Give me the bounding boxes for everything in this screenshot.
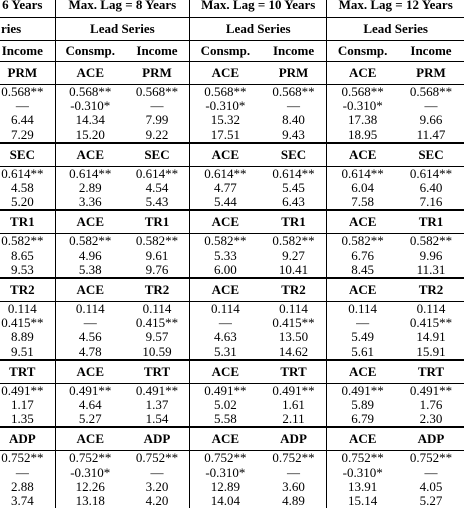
table-cell: —	[83, 316, 97, 331]
table-cell: 0.114	[125, 302, 190, 317]
series-label: ACE	[190, 210, 261, 234]
table-cell: 0.568**	[125, 85, 190, 100]
table-cell: —	[356, 316, 370, 331]
table-cell: 4.77	[214, 181, 237, 196]
column-header: Income	[261, 41, 327, 62]
table-cell: 4.64	[78, 398, 102, 413]
table-cell: 5.58	[214, 412, 237, 427]
series-label: TRT	[398, 360, 464, 384]
table-cell: -0.310*	[70, 99, 111, 114]
table-row	[0, 249, 464, 263]
lead-series-row	[0, 18, 464, 41]
table-cell: 0.752**	[204, 450, 247, 466]
series-label-row	[0, 210, 464, 234]
table-cell: 0.614**	[125, 166, 190, 181]
table-row	[0, 316, 464, 330]
table-cell: 18.95	[348, 127, 378, 142]
table-cell: —	[218, 316, 232, 331]
table-cell: 0.568**	[261, 85, 327, 100]
table-cell: 6.00	[214, 262, 237, 277]
table-cell: 0.491**	[204, 383, 247, 398]
table-cell: 0.114	[261, 302, 327, 317]
series-label: ACE	[190, 62, 261, 85]
series-label: ACE	[327, 360, 398, 384]
table-cell: 0.568**	[341, 84, 384, 99]
series-label: TRT	[125, 360, 190, 384]
table-cell: 0.752**	[261, 451, 327, 466]
table-cell: 14.62	[261, 345, 327, 360]
table-cell: 3.20	[125, 480, 190, 494]
table-row	[0, 466, 464, 480]
table-cell: 0.491**	[261, 383, 327, 398]
table-cell: 9.57	[125, 330, 190, 344]
table-cell: 6.76	[351, 248, 375, 263]
table-cell: —	[261, 466, 327, 480]
table-cell: -0.310*	[205, 465, 246, 480]
table-cell: 13.50	[261, 330, 327, 344]
series-label: ACE	[190, 143, 261, 167]
series-label: TR2	[261, 278, 327, 302]
lag-header-8: Max. Lag = 8 Years	[55, 0, 189, 18]
column-header: Income	[125, 41, 190, 62]
table-cell: 0.752**	[0, 451, 55, 466]
table-cell: 15.91	[416, 344, 446, 359]
table-cell: 13.91	[348, 479, 378, 494]
series-label: SEC	[398, 143, 464, 167]
table-cell: 5.61	[351, 344, 375, 359]
series-label-row	[0, 143, 464, 167]
table-cell: 6.04	[351, 181, 375, 196]
series-label: ACE	[55, 210, 125, 234]
table-cell: 3.74	[0, 494, 55, 508]
table-cell: 4.96	[78, 248, 102, 263]
series-label: ACE	[190, 360, 261, 384]
table-row	[0, 263, 464, 278]
table-row	[0, 99, 464, 113]
series-label: ACE	[55, 62, 125, 85]
table-cell: 15.20	[75, 127, 105, 142]
table-cell: 7.29	[0, 128, 55, 143]
table-cell: 2.88	[0, 480, 55, 494]
table-cell: 5.33	[214, 248, 237, 263]
table-cell: 4.63	[214, 330, 237, 345]
table-cell: —	[125, 466, 190, 480]
table-cell: 0.582**	[125, 234, 190, 249]
table-cell: 8.89	[0, 330, 55, 344]
table-cell: 0.568**	[69, 84, 112, 99]
series-label: SEC	[125, 143, 190, 167]
series-label: ACE	[190, 278, 261, 302]
table-cell: 0.114	[210, 301, 240, 317]
column-header: Income	[398, 41, 464, 62]
table-cell: 0.582**	[261, 234, 327, 249]
table-cell: -0.310*	[70, 465, 111, 480]
series-label: ACE	[55, 143, 125, 167]
series-label: TR2	[398, 278, 464, 302]
table-cell: 8.40	[261, 113, 327, 127]
table-cell: 9.51	[0, 345, 55, 360]
table-cell: 5.38	[78, 262, 102, 277]
series-label: ACE	[327, 210, 398, 234]
table-row	[0, 181, 464, 195]
table-cell: 0.114	[75, 301, 105, 317]
table-row	[0, 302, 464, 317]
table-row	[0, 85, 464, 100]
table-cell: 0.752**	[409, 450, 453, 466]
table-cell: 4.20	[125, 494, 190, 508]
column-header: Consmp.	[55, 41, 125, 62]
table-row	[0, 398, 464, 412]
table-cell: 1.37	[125, 398, 190, 412]
table-cell: 17.38	[348, 113, 378, 128]
table-cell: —	[424, 465, 438, 480]
table-row	[0, 451, 464, 466]
table-cell: 0.614**	[69, 166, 112, 181]
series-label: TR1	[261, 210, 327, 234]
series-label: TR1	[0, 210, 55, 234]
table-cell: 0.752**	[341, 450, 384, 466]
table-cell: 10.59	[125, 345, 190, 360]
table-cell: 9.22	[125, 128, 190, 143]
table-row	[0, 494, 464, 508]
lag-header-6: 6 Years	[0, 0, 55, 18]
table-cell: 14.91	[416, 330, 446, 345]
series-label: TR2	[125, 278, 190, 302]
table-cell: 0.752**	[125, 451, 190, 466]
table-cell: 0.614**	[261, 166, 327, 181]
series-label: ACE	[190, 427, 261, 451]
table-cell: 4.56	[78, 330, 102, 345]
table-cell: —	[261, 99, 327, 113]
table-cell: 0.415**	[261, 316, 327, 330]
table-cell: 4.54	[125, 181, 190, 195]
table-cell: 8.65	[0, 249, 55, 263]
series-label: PRM	[0, 62, 55, 85]
table-cell: 11.47	[416, 127, 446, 142]
series-label: ADP	[125, 427, 190, 451]
table-row	[0, 480, 464, 494]
table-cell: 4.58	[0, 181, 55, 195]
table-cell: 5.27	[78, 412, 102, 427]
series-label: ACE	[55, 278, 125, 302]
table-cell: 4.05	[419, 479, 443, 494]
table-cell: 12.26	[75, 479, 105, 494]
table-cell: 0.415**	[0, 316, 55, 330]
table-cell: 0.491**	[0, 383, 55, 398]
table-cell: 7.99	[125, 113, 190, 127]
table-cell: 0.568**	[0, 85, 55, 100]
series-label-row	[0, 427, 464, 451]
table-cell: —	[125, 99, 190, 113]
table-cell: 5.02	[214, 398, 237, 413]
table-cell: -0.310*	[342, 465, 383, 480]
table-cell: 0.614**	[204, 166, 247, 181]
series-label-row	[0, 360, 464, 384]
series-label: TR1	[398, 210, 464, 234]
column-header: Consmp.	[190, 41, 261, 62]
table-cell: 5.45	[261, 181, 327, 195]
lag-header-10: Max. Lag = 10 Years	[190, 0, 327, 18]
series-label: ACE	[327, 143, 398, 167]
table-cell: -0.310*	[205, 99, 246, 114]
table-cell: 9.53	[0, 263, 55, 278]
table-cell: —	[424, 99, 438, 114]
table-row	[0, 166, 464, 181]
table-cell: 9.66	[419, 113, 443, 128]
lead-series-label-partial: ries	[0, 18, 55, 41]
table-cell: 9.43	[261, 128, 327, 143]
series-label: SEC	[261, 143, 327, 167]
table-cell: 9.27	[261, 249, 327, 263]
table-cell: 0.491**	[69, 383, 112, 398]
column-header: Income	[0, 41, 55, 62]
series-label: ACE	[327, 427, 398, 451]
table-cell: 0.614**	[0, 166, 55, 181]
table-cell: 5.43	[125, 195, 190, 210]
table-row	[0, 330, 464, 344]
table-cell: 13.18	[75, 494, 105, 508]
table-cell: 1.54	[125, 412, 190, 427]
series-label: PRM	[261, 62, 327, 85]
table-cell: 0.415**	[409, 316, 453, 331]
series-label: ADP	[261, 427, 327, 451]
table-cell: 1.17	[0, 398, 55, 412]
table-cell: 2.89	[78, 181, 102, 196]
table-cell: 12.89	[210, 479, 240, 494]
table-cell: 0.415**	[125, 316, 190, 330]
series-label: ADP	[0, 427, 55, 451]
column-header-row	[0, 41, 464, 62]
table-cell: 6.43	[261, 195, 327, 210]
table-cell: 0.114	[416, 301, 446, 317]
table-cell: 0.614**	[409, 166, 453, 181]
table-cell: 14.04	[210, 494, 240, 508]
table-cell: 5.49	[351, 330, 375, 345]
table-cell: 9.96	[419, 248, 443, 263]
table-cell: 0.582**	[409, 233, 453, 249]
column-header: Consmp.	[327, 41, 398, 62]
table-cell: 7.16	[419, 195, 443, 210]
series-label-row	[0, 278, 464, 302]
table-cell: 0.491**	[125, 383, 190, 398]
table-cell: 1.76	[419, 398, 443, 413]
series-label: ADP	[398, 427, 464, 451]
series-label: TRT	[261, 360, 327, 384]
table-cell: 3.36	[78, 195, 102, 210]
table-cell: 0.752**	[69, 450, 112, 466]
table-cell: -0.310*	[342, 99, 383, 114]
table-row	[0, 128, 464, 143]
table-cell: 15.32	[210, 113, 240, 128]
table-cell: 7.58	[351, 195, 375, 210]
table-cell: 14.34	[75, 113, 105, 128]
table-row	[0, 195, 464, 210]
table-row	[0, 383, 464, 398]
table-cell: 5.44	[214, 195, 237, 210]
lead-series-label-12: Lead Series	[327, 18, 464, 41]
table-cell: 2.30	[419, 412, 443, 427]
lag-header-row	[0, 0, 464, 18]
table-cell: 9.76	[125, 263, 190, 278]
series-label: PRM	[125, 62, 190, 85]
table-cell: 0.568**	[204, 84, 247, 99]
table-cell: 6.79	[351, 412, 375, 427]
series-label: ACE	[55, 427, 125, 451]
series-label: TR2	[0, 278, 55, 302]
table-cell: 3.60	[261, 480, 327, 494]
table-cell: 5.89	[351, 398, 375, 413]
table-cell: 0.491**	[341, 383, 384, 398]
table-cell: 0.614**	[341, 166, 384, 181]
table-cell: 6.44	[0, 113, 55, 127]
table-row	[0, 113, 464, 127]
table-cell: 2.11	[261, 412, 327, 427]
table-row	[0, 234, 464, 249]
series-label: TR1	[125, 210, 190, 234]
table-cell: 1.61	[261, 398, 327, 412]
table-cell: 0.491**	[409, 383, 453, 398]
table-cell: 5.27	[419, 494, 443, 508]
table-cell: —	[0, 99, 55, 113]
table-cell: 10.41	[261, 263, 327, 278]
lag-header-12: Max. Lag = 12 Years	[327, 0, 464, 18]
table-cell: 0.582**	[69, 233, 112, 249]
table-cell: 11.31	[416, 262, 446, 277]
table-cell: 8.45	[351, 262, 375, 277]
table-cell: 0.114	[0, 302, 55, 317]
table-cell: 0.582**	[0, 234, 55, 249]
table-cell: 17.51	[210, 127, 240, 142]
table-cell: 5.20	[0, 195, 55, 210]
table-cell: 0.568**	[409, 84, 453, 99]
series-label: ACE	[327, 278, 398, 302]
lead-series-label-10: Lead Series	[190, 18, 327, 41]
table-row	[0, 345, 464, 360]
series-label: ACE	[327, 62, 398, 85]
table-cell: 5.31	[214, 344, 237, 359]
series-label: ACE	[55, 360, 125, 384]
table-cell: 6.40	[419, 181, 443, 196]
series-label: SEC	[0, 143, 55, 167]
table-row	[0, 412, 464, 427]
table-cell: 0.114	[348, 301, 378, 317]
table-cell: —	[0, 466, 55, 480]
series-label-row	[0, 62, 464, 85]
table-cell: 15.14	[348, 494, 378, 508]
table-cell: 4.89	[261, 494, 327, 508]
table-cell: 0.582**	[204, 233, 247, 249]
table-cell: 0.582**	[341, 233, 384, 249]
table-cell: 1.35	[0, 412, 55, 427]
table-cell: 4.78	[78, 344, 102, 359]
table-cell: 9.61	[125, 249, 190, 263]
lead-series-label-8: Lead Series	[55, 18, 189, 41]
series-label: PRM	[398, 62, 464, 85]
series-label: TRT	[0, 360, 55, 384]
